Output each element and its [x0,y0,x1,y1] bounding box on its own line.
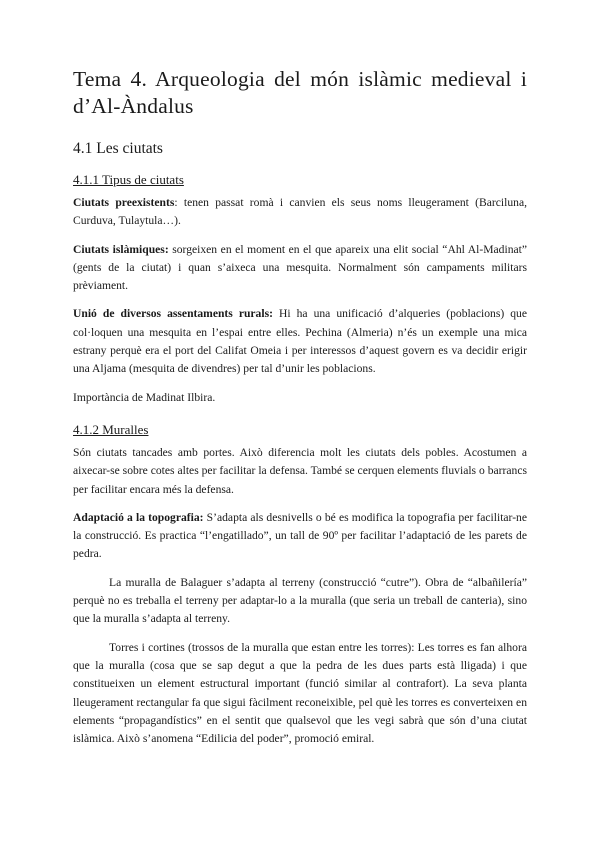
paragraph-adaptacio-topografia [73,509,527,564]
section-heading: 4.1 Les ciutats [73,140,163,157]
paragraph-torres-cortines: Torres i cortines (trossos de la muralla que estan entre les torres): Les torres es fan alhora que la muralla (cosa que se sap degut a que la pedra de les dues parts està lligada) i que constitueixen un element estructural important (funció similar al contrafort). La seva planta lleugerament rectangular fa que sigui fàcilment reconeixible, pel què les torres es converteixen en elements “propagandístics” en el sentit que qualsevol que les vegi sabrà que són d’una ciutat islàmica. Això s’anomena “Edilicia del poder”, promoció emiral. [73,640,527,746]
term-label: Ciutats islàmiques: [73,242,169,256]
paragraph-text: Hi ha una unificació d’alqueries (poblacions) que col·loquen una mesquita en l’espai entre elles. Pechina (Almeria) n’és un exemple una mica estrany perquè era el port del Califat Omeia i per interessos d’aquest govern es va decidir erigir una Aljama (mesquita de divendres) per tal d’unir les poblacions. [73,307,527,376]
paragraph-madinat-ilbira: Importància de Madinat Ilbira. [73,390,216,404]
paragraph-muralla-balaguer: La muralla de Balaguer s’adapta al terreny (construcció “cutre”). Obra de “albañilería” perquè no es treballa el terreny per adaptar-lo a la muralla (que seria un treball de canteria), sino que la muralla s’adapta al terreny. [73,575,527,626]
paragraph-ciutats-tancades: Són ciutats tancades amb portes. Això diferencia molt les ciutats dels pobles. Acostumen a aixecar-se sobre cotes altes per facilitar la defensa. També se cerquen elements fluvials o barrancs per facilitar encara més la defensa. [73,445,527,496]
paragraph-unio-assentaments [73,305,527,378]
document-title: Tema 4. Arqueologia del món islàmic medieval i d’Al-Àndalus [73,67,527,118]
paragraph-ciutats-islamiques [73,241,527,296]
paragraph-text: S’adapta als desnivells o bé es modifica la topografia per facilitar-ne la construcció. Es practica “l’engatillado”, un tall de 90º per facilitar l’adaptació de les parets de pedra. [73,510,527,561]
subsection-heading-tipus: 4.1.1 Tipus de ciutats [73,172,184,187]
paragraph-ciutats-preexistents [73,194,527,231]
term-label: Unió de diversos assentaments rurals: [73,307,273,321]
term-label: Adaptació a la topografia: [73,510,204,524]
paragraph-text: : tenen passat romà i canvien els seus noms lleugerament (Barciluna, Curduva, Tulaytula…). [73,196,527,228]
subsection-heading-muralles: 4.1.2 Muralles [73,421,149,437]
paragraph-text: sorgeixen en el moment en el que apareix una elit social “Ahl Al-Madinat” (gents de la ciutat) i quan s’aixeca una mesquita. Normalment són campaments militars prèviament. [73,242,527,293]
term-label: Ciutats preexistents [73,196,175,209]
